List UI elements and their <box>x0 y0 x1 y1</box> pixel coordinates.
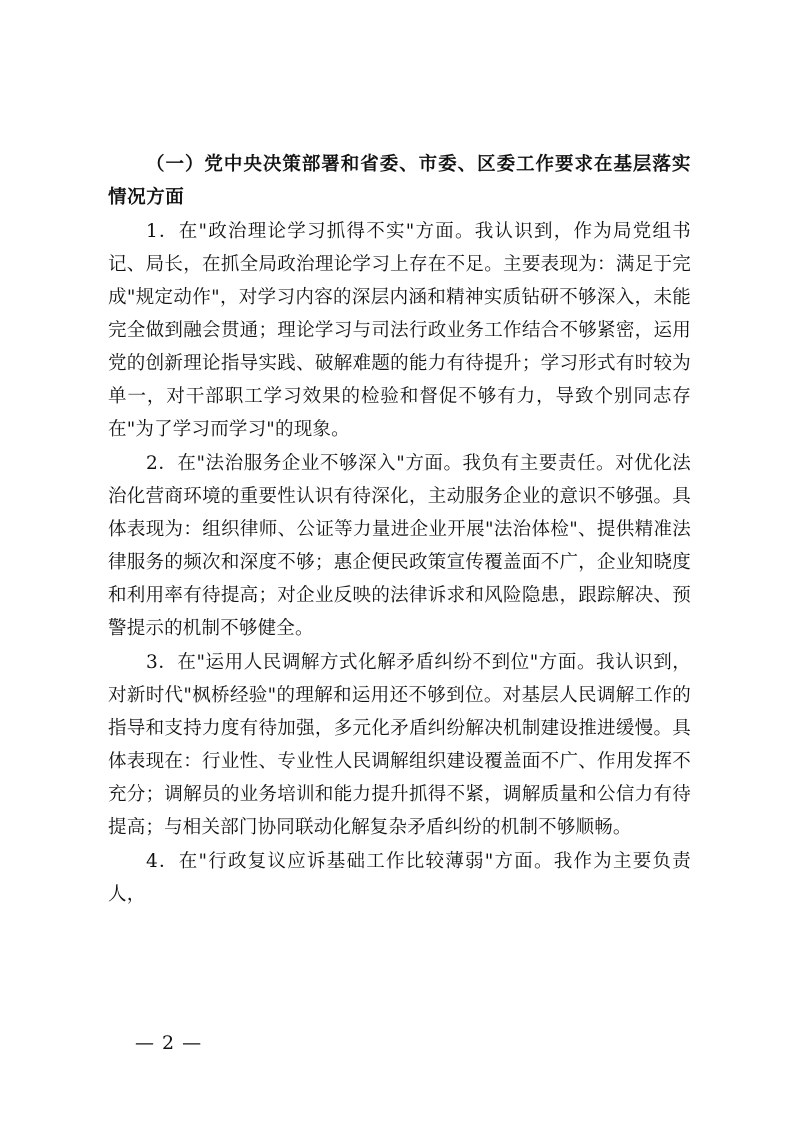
paragraph-4: 4．在"行政复议应诉基础工作比较薄弱"方面。我作为主要负责人， <box>108 851 691 905</box>
document-body <box>108 148 691 911</box>
paragraph-1: 1．在"政治理论学习抓得不实"方面。我认识到，作为局党组书记、局长，在抓全局政治理论学习上存在不足。主要表现为：满足于完成"规定动作"，对学习内容的深层内涵和精神实质钻研不够深入，未能完全做到融会贯通；理论学习与司法行政业务工作结合不够紧密，运用党的创新理论指导实践、破解难题的能力有待提升；学习形式有时较为单一，对干部职工学习效果的检验和督促不够有力，导致个别同志存在"为了学习而学习"的现象。 <box>108 221 691 440</box>
paragraph-2: 2．在"法治服务企业不够深入"方面。我负有主要责任。对优化法治化营商环境的重要性认识有待深化，主动服务企业的意识不够强。具体表现为：组织律师、公证等力量进企业开展"法治体检"、提供精准法律服务的频次和深度不够；惠企便民政策宣传覆盖面不广，企业知晓度和利用率有待提高；对企业反映的法律诉求和风险隐患，跟踪解决、预警提示的机制不够健全。 <box>108 453 691 639</box>
page-number: — 2 — <box>135 1032 203 1054</box>
section-heading: （一）党中央决策部署和省委、市委、区委工作要求在基层落实情况方面 <box>108 154 691 208</box>
paragraph-3: 3．在"运用人民调解方式化解矛盾纠纷不到位"方面。我认识到，对新时代"枫桥经验"的理解和运用还不够到位。对基层人民调解工作的指导和支持力度有待加强，多元化矛盾纠纷解决机制建设推进缓慢。具体表现在：行业性、专业性人民调解组织建设覆盖面不广、作用发挥不充分；调解员的业务培训和能力提升抓得不紧，调解质量和公信力有待提高；与相关部门协同联动化解复杂矛盾纠纷的机制不够顺畅。 <box>108 652 691 838</box>
